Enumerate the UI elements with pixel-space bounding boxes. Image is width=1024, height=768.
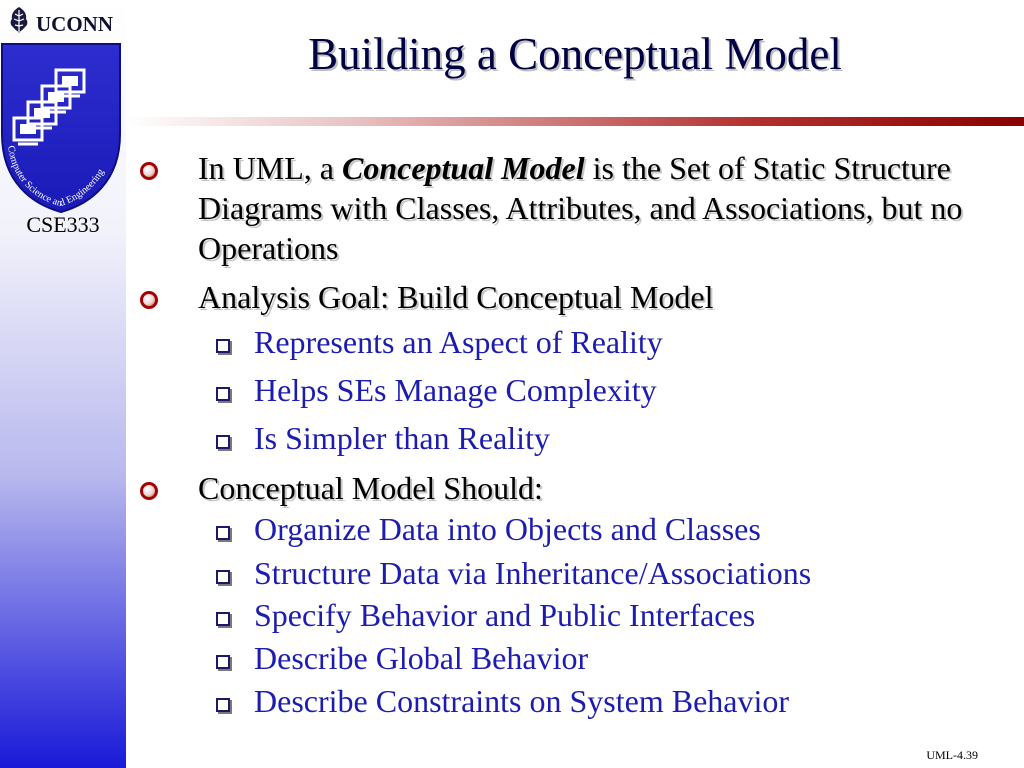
bullet-circle-icon [140, 291, 158, 309]
sub-bullet-text: Represents an Aspect of Reality [254, 324, 663, 360]
slide-title: Building a Conceptual Model [308, 29, 842, 79]
sub-bullet-text: Organize Data into Objects and Classes [254, 511, 761, 547]
shield-caption: Computer Science and Engineering [4, 144, 107, 210]
checkbox-bullet-icon [216, 570, 230, 584]
bullet-emphasis: Conceptual Model [341, 150, 585, 186]
bullet-text-part: is the Set of Static Structure Diagrams with Classes, Attributes, and Associations, but no Operations [198, 150, 963, 266]
checkbox-bullet-icon [216, 526, 230, 540]
bullet-circle-icon [140, 162, 158, 180]
bullet-text-part: In UML, a [198, 150, 342, 186]
bullet-text [198, 148, 998, 268]
uconn-logo [6, 6, 124, 34]
sub-bullet-text: Structure Data via Inheritance/Associations [254, 555, 812, 591]
sub-bullet-text: Describe Constraints on System Behavior [254, 683, 790, 719]
sidebar [0, 0, 126, 768]
course-code: CSE333 [26, 212, 100, 237]
sub-bullet-text: Is Simpler than Reality [254, 420, 550, 456]
uconn-wordmark: UCONN [36, 12, 113, 36]
sub-bullet-text: Describe Global Behavior [254, 640, 589, 676]
checkbox-bullet-icon [216, 612, 230, 626]
checkbox-bullet-icon [216, 435, 230, 449]
bullet-circle-icon [140, 482, 158, 500]
checkbox-bullet-icon [216, 387, 230, 401]
sub-bullet-text: Specify Behavior and Public Interfaces [254, 597, 756, 633]
checkbox-bullet-icon [216, 655, 230, 669]
oak-leaf-icon [6, 6, 32, 34]
bullet-text: Analysis Goal: Build Conceptual Model [198, 279, 714, 315]
checkbox-bullet-icon [216, 339, 230, 353]
bullet-text: Conceptual Model Should: [198, 470, 543, 506]
sub-bullet-text: Helps SEs Manage Complexity [254, 372, 657, 408]
checkbox-bullet-icon [216, 698, 230, 712]
cse-shield-logo [0, 42, 122, 214]
slide-number: UML-4.39 [926, 748, 978, 762]
title-divider [126, 117, 1024, 126]
